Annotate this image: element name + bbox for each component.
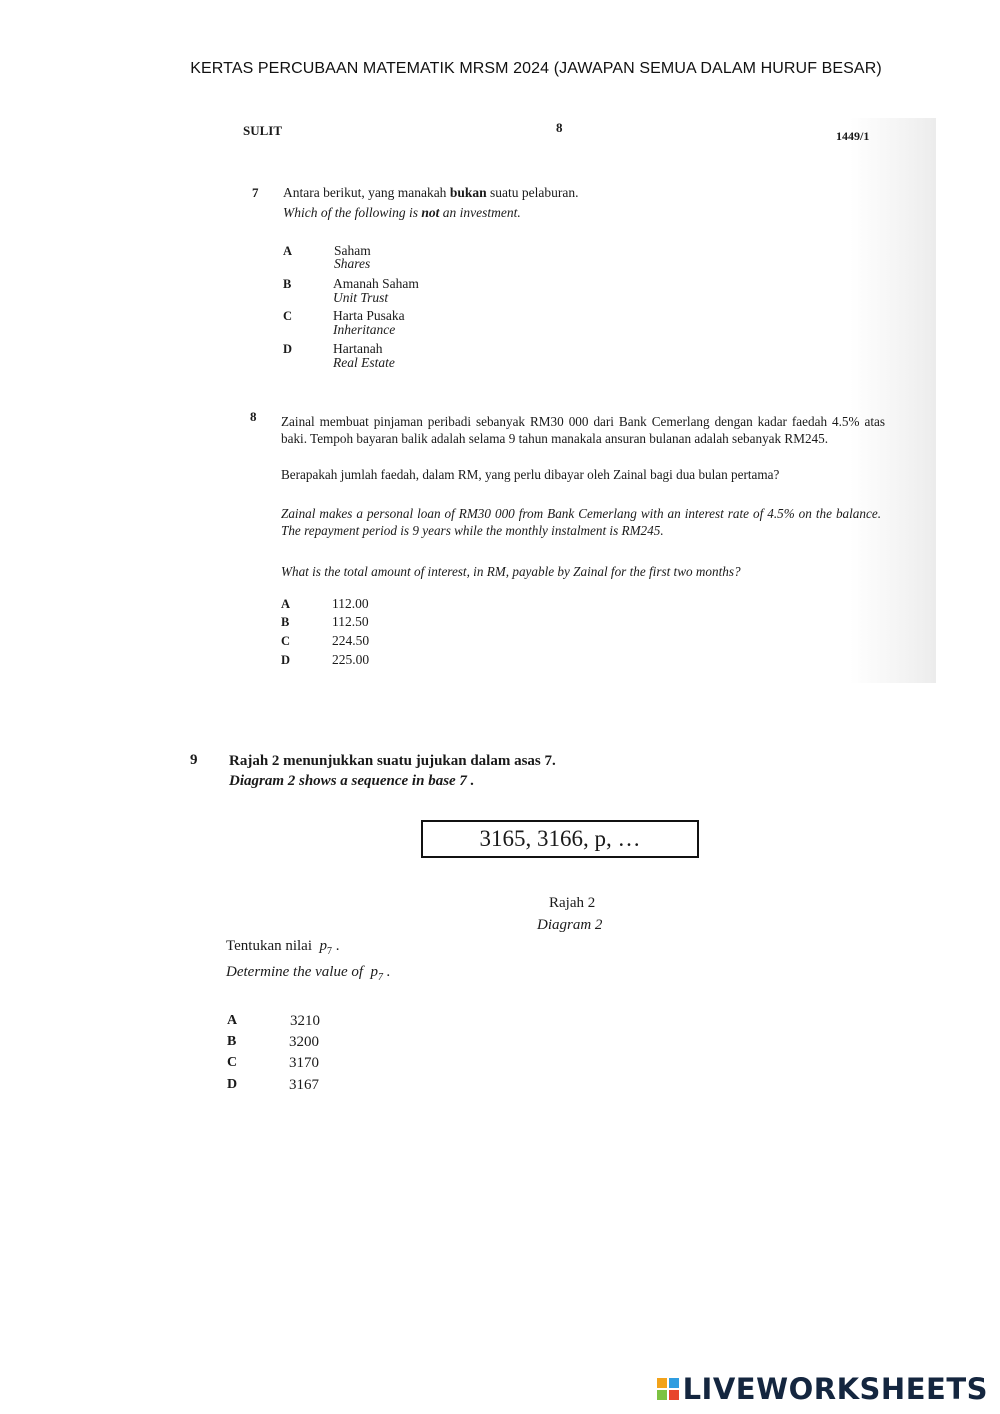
logo-square-1: [657, 1378, 667, 1388]
sequence-box: [421, 820, 699, 858]
q8-option-d-value: 225.00: [332, 652, 370, 667]
q9-number: 9: [190, 752, 198, 768]
document-banner: KERTAS PERCUBAAN MATEMATIK MRSM 2024 (JAWAPAN SEMUA DALAM HURUF BESAR): [190, 60, 882, 77]
q7-option-a-english: Shares: [334, 256, 371, 271]
q9-option-a-value: 3210: [290, 1013, 320, 1029]
q8-stem-english-1: Zainal makes a personal loan of RM30 000 from Bank Cemerlang with an interest rate of 4.5% on the balance. The repayment period is 9 years while the monthly instalment is RM245.: [281, 506, 881, 538]
q7-option-b-letter: B: [283, 277, 292, 291]
logo-square-2: [669, 1378, 679, 1388]
q7-stem-english: Which of the following is not an investment.: [283, 205, 521, 220]
q9-ask-malay: Tentukan nilai $p_7$ .: [226, 938, 340, 957]
q9-intro-malay: Rajah 2 menunjukkan suatu jujukan dalam asas 7.: [229, 753, 556, 769]
q7-option-b-english: Unit Trust: [333, 290, 389, 305]
q8-option-c-letter: C: [281, 634, 291, 648]
q8-number: 8: [250, 409, 257, 424]
diagram-caption-malay: Rajah 2: [549, 895, 596, 911]
q7-number: 7: [252, 185, 259, 200]
q7-option-d-letter: D: [283, 342, 293, 356]
q9-ask-english: Determine the value of $p_7$ .: [226, 964, 391, 983]
q9-intro-english: Diagram 2 shows a sequence in base 7 .: [229, 773, 475, 789]
logo-mark-icon: [657, 1378, 679, 1400]
q7-stem-malay: Antara berikut, yang manakah bukan suatu pelaburan.: [283, 185, 579, 200]
q9-option-b-value: 3200: [289, 1034, 319, 1050]
logo-square-3: [657, 1390, 667, 1400]
q8-option-c-value: 224.50: [332, 633, 370, 648]
q9-option-d-letter: D: [227, 1077, 238, 1092]
q7-option-c-english: Inheritance: [333, 322, 396, 337]
sequence-text: 3165, 3166, p, …: [479, 826, 641, 851]
q7-option-d-english: Real Estate: [333, 355, 395, 370]
q8-option-b-value: 112.50: [332, 614, 369, 629]
q9-option-c-letter: C: [227, 1055, 238, 1070]
logo-text: LIVEWORKSHEETS: [682, 1372, 988, 1406]
q9-option-c-value: 3170: [289, 1055, 319, 1071]
q8-option-a-value: 112.00: [332, 596, 369, 611]
logo-square-4: [669, 1390, 679, 1400]
q7-option-a-malay: Saham: [334, 243, 371, 258]
q8-option-b-letter: B: [281, 615, 290, 629]
q9-option-a-letter: A: [227, 1013, 238, 1028]
q7-option-d-malay: Hartanah: [333, 341, 383, 356]
q7-option-a-letter: A: [283, 244, 293, 258]
q9-option-b-letter: B: [227, 1034, 237, 1049]
header-sulit: SULIT: [243, 123, 283, 138]
q9-option-d-value: 3167: [289, 1077, 319, 1093]
q8-stem-malay-1: Zainal membuat pinjaman peribadi sebanyak RM30 000 dari Bank Cemerlang dengan kadar faedah 4.5% atas baki. Tempoh bayaran balik adalah selama 9 tahun manakala ansuran bulanan adalah sebanyak RM245.: [281, 414, 885, 446]
q8-option-d-letter: D: [281, 653, 291, 667]
header-paper-code: 1449/1: [836, 129, 870, 143]
q8-option-a-letter: A: [281, 597, 291, 611]
liveworksheets-logo: [657, 1372, 988, 1406]
header-page-number: 8: [556, 120, 563, 135]
q7-option-b-malay: Amanah Saham: [333, 276, 419, 291]
scanned-page-region: [218, 118, 936, 683]
q8-stem-malay-2: Berapakah jumlah faedah, dalam RM, yang perlu dibayar oleh Zainal bagi dua bulan pertama?: [281, 467, 780, 482]
q8-stem-english-2: What is the total amount of interest, in RM, payable by Zainal for the first two months?: [281, 564, 741, 579]
diagram-caption-english: Diagram 2: [537, 917, 603, 933]
q7-option-c-letter: C: [283, 309, 293, 323]
q7-option-c-malay: Harta Pusaka: [333, 308, 405, 323]
